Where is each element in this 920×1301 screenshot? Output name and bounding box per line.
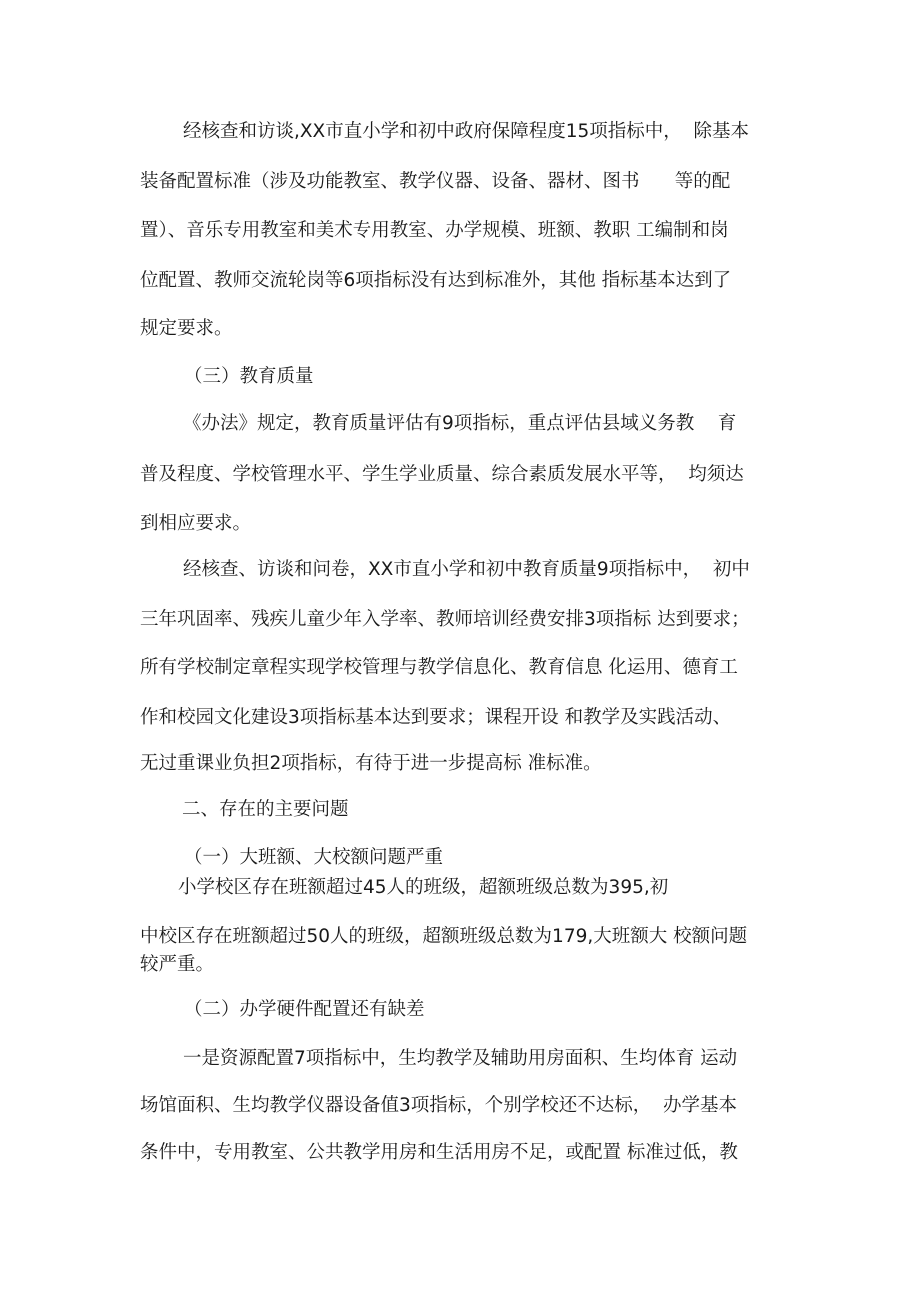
body-text-line: 装备配置标准（涉及功能教室、教学仪器、设备、器材、图书 等的配 [140,171,731,192]
body-text-line: 位配置、教师交流轮岗等6项指标没有达到标准外，其他 指标基本达到了 [140,270,732,291]
section-heading: （三）教育质量 [184,366,314,387]
body-text-line: 较严重。 [140,954,215,975]
section-heading: 二、存在的主要问题 [182,799,349,820]
body-text-line: 中校区存在班额超过50人的班级，超额班级总数为179,大班额大 校额问题 [140,926,748,947]
body-text-line: 《办法》规定，教育质量评估有9项指标，重点评估县域义务教 育 [183,413,737,434]
body-text-line: 条件中，专用教室、公共教学用房和生活用房不足，或配置 标准过低，教 [140,1142,738,1163]
body-text-line: 三年巩固率、残疾儿童少年入学率、教师培训经费安排3项指标 达到要求； [140,609,750,630]
body-text-line: 小学校区存在班额超过45人的班级，超额班级总数为395,初 [178,877,669,898]
body-text-line: 作和校园文化建设3项指标基本达到要求；课程开设 和教学及实践活动、 [140,707,732,728]
body-text-line: 经核查和访谈,XX市直小学和初中政府保障程度15项指标中， 除基本 [183,121,750,142]
body-text-line: 无过重课业负担2项指标，有待于进一步提高标 准标准。 [140,753,602,774]
body-text-line: 置）、音乐专用教室和美术专用教室、办学规模、班额、教职 工编制和岗 [140,220,729,241]
body-text-line: 一是资源配置7项指标中，生均教学及辅助用房面积、生均体育 运动 [183,1048,738,1069]
section-heading: （二）办学硬件配置还有缺差 [184,999,425,1020]
body-text-line: 规定要求。 [140,318,233,339]
body-text-line: 普及程度、学校管理水平、学生学业质量、综合素质发展水平等， 均须达 [140,464,744,485]
body-text-line: 到相应要求。 [140,513,252,534]
body-text-line: 场馆面积、生均教学仪器设备值3项指标，个别学校还不达标， 办学基本 [140,1095,738,1116]
body-text-line: 所有学校制定章程实现学校管理与教学信息化、教育信息 化运用、德育工 [140,657,738,678]
body-text-line: 经核查、访谈和问卷，XX市直小学和初中教育质量9项指标中， 初中 [183,559,750,580]
section-heading: （一）大班额、大校额问题严重 [184,847,444,868]
